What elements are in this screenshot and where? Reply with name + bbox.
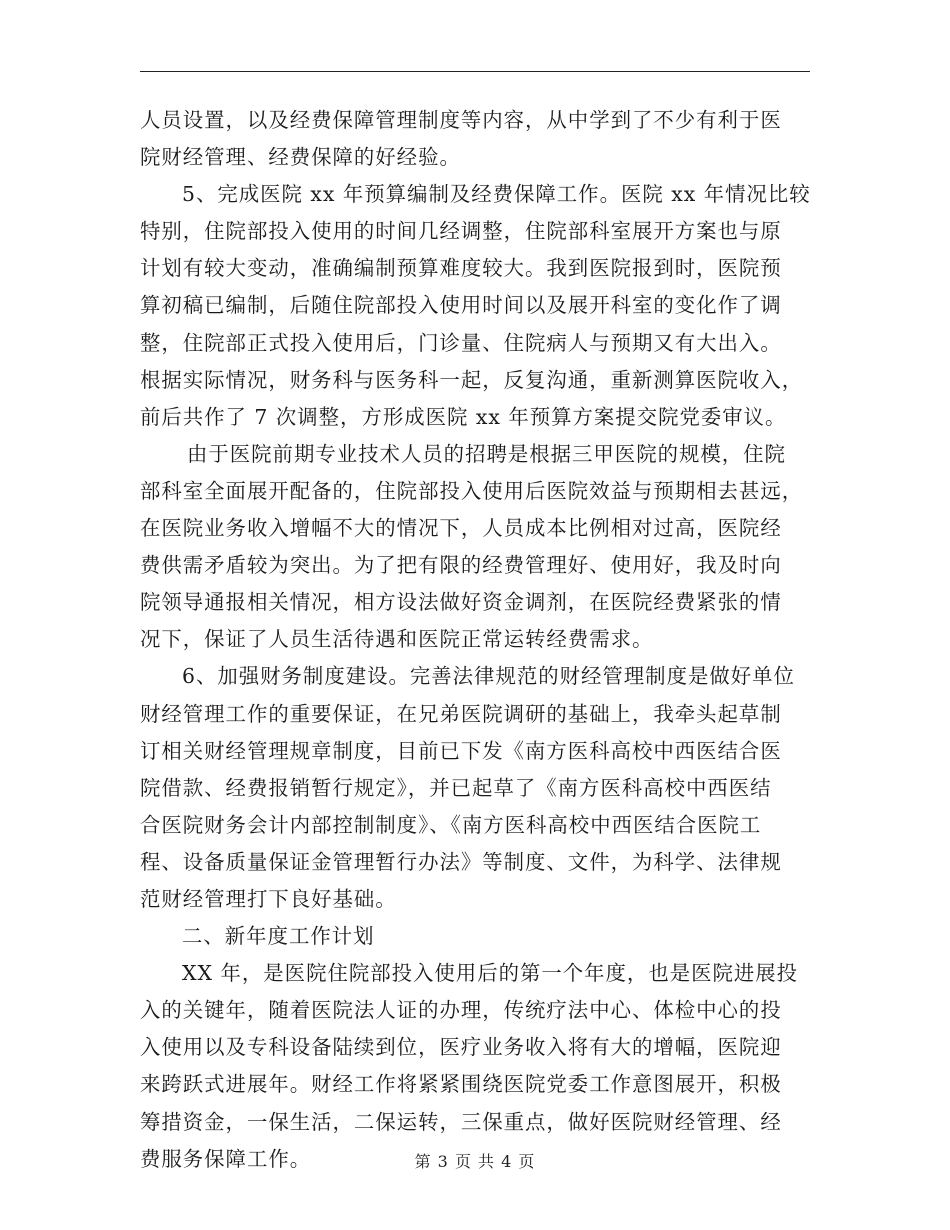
text-line: 前后共作了 7 次调整，方形成医院 xx 年预算方案提交院党委审议。 xyxy=(140,404,787,429)
text-line: 在医院业务收入增幅不大的情况下，人员成本比例相对过高，医院经 xyxy=(140,516,782,541)
text-line: 院财经管理、经费保障的好经验。 xyxy=(140,145,461,170)
text-line: 特别，住院部投入使用的时间几经调整，住院部科室展开方案也与原 xyxy=(140,219,782,244)
page-number: 第 3 页 共 4 页 xyxy=(414,1152,536,1171)
text-line: 来跨跃式进展年。财经工作将紧紧围绕医院党委工作意图展开，积极 xyxy=(140,1072,782,1097)
section-heading: 二、新年度工作计划 xyxy=(182,924,375,949)
text-line: XX 年，是医院住院部投入使用后的第一个年度，也是医院进展投 xyxy=(182,961,799,986)
text-line: 人员设置，以及经费保障管理制度等内容，从中学到了不少有利于医 xyxy=(140,108,782,132)
text-line: 部科室全面展开配备的，住院部投入使用后医院效益与预期相去甚远， xyxy=(140,478,804,503)
text-line: 合医院财务会计内部控制制度》、《南方医科高校中西医结合医院工 xyxy=(140,812,762,837)
text-line: 5、完成医院 xx 年预算编制及经费保障工作。医院 xx 年情况比较 xyxy=(182,182,811,207)
text-line: 程、设备质量保证金管理暂行办法》等制度、文件，为科学、法律规 xyxy=(140,849,782,874)
text-line: 订相关财经管理规章制度，目前已下发《南方医科高校中西医结合医 xyxy=(140,738,782,763)
text-line: 院领导通报相关情况，相方设法做好资金调剂，在医院经费紧张的情 xyxy=(140,590,782,615)
text-line: 整，住院部正式投入使用后，门诊量、住院病人与预期又有大出入。 xyxy=(140,330,782,355)
text-line: 入的关键年，随着医院法人证的办理，传统疗法中心、体检中心的投 xyxy=(140,998,782,1023)
text-line: 财经管理工作的重要保证，在兄弟医院调研的基础上，我牵头起草制 xyxy=(140,701,782,726)
text-line: 筹措资金，一保生活，二保运转，三保重点，做好医院财经管理、经 xyxy=(140,1109,782,1134)
header-rule xyxy=(140,71,810,72)
text-line: 6、加强财务制度建设。完善法律规范的财经管理制度是做好单位 xyxy=(182,664,795,689)
text-line: 费服务保障工作。 xyxy=(140,1146,312,1171)
text-line: 况下，保证了人员生活待遇和医院正常运转经费需求。 xyxy=(140,627,654,652)
text-line: 根据实际情况，财务科与医务科一起，反复沟通，重新测算医院收入， xyxy=(140,367,804,392)
text-line: 计划有较大变动，准确编制预算难度较大。我到医院报到时，医院预 xyxy=(140,256,782,281)
text-line: 院借款、经费报销暂行规定》，并已起草了《南方医科高校中西医结 xyxy=(140,775,772,800)
text-line: 入使用以及专科设备陆续到位，医疗业务收入将有大的增幅，医院迎 xyxy=(140,1035,782,1060)
text-line: 费供需矛盾较为突出。为了把有限的经费管理好、使用好，我及时向 xyxy=(140,553,782,578)
document-body xyxy=(140,102,812,1178)
text-line: 由于医院前期专业技术人员的招聘是根据三甲医院的规模，住院 xyxy=(187,441,786,466)
text-line: 算初稿已编制，后随住院部投入使用时间以及展开科室的变化作了调 xyxy=(140,293,782,318)
text-line: 范财经管理打下良好基础。 xyxy=(140,886,397,911)
